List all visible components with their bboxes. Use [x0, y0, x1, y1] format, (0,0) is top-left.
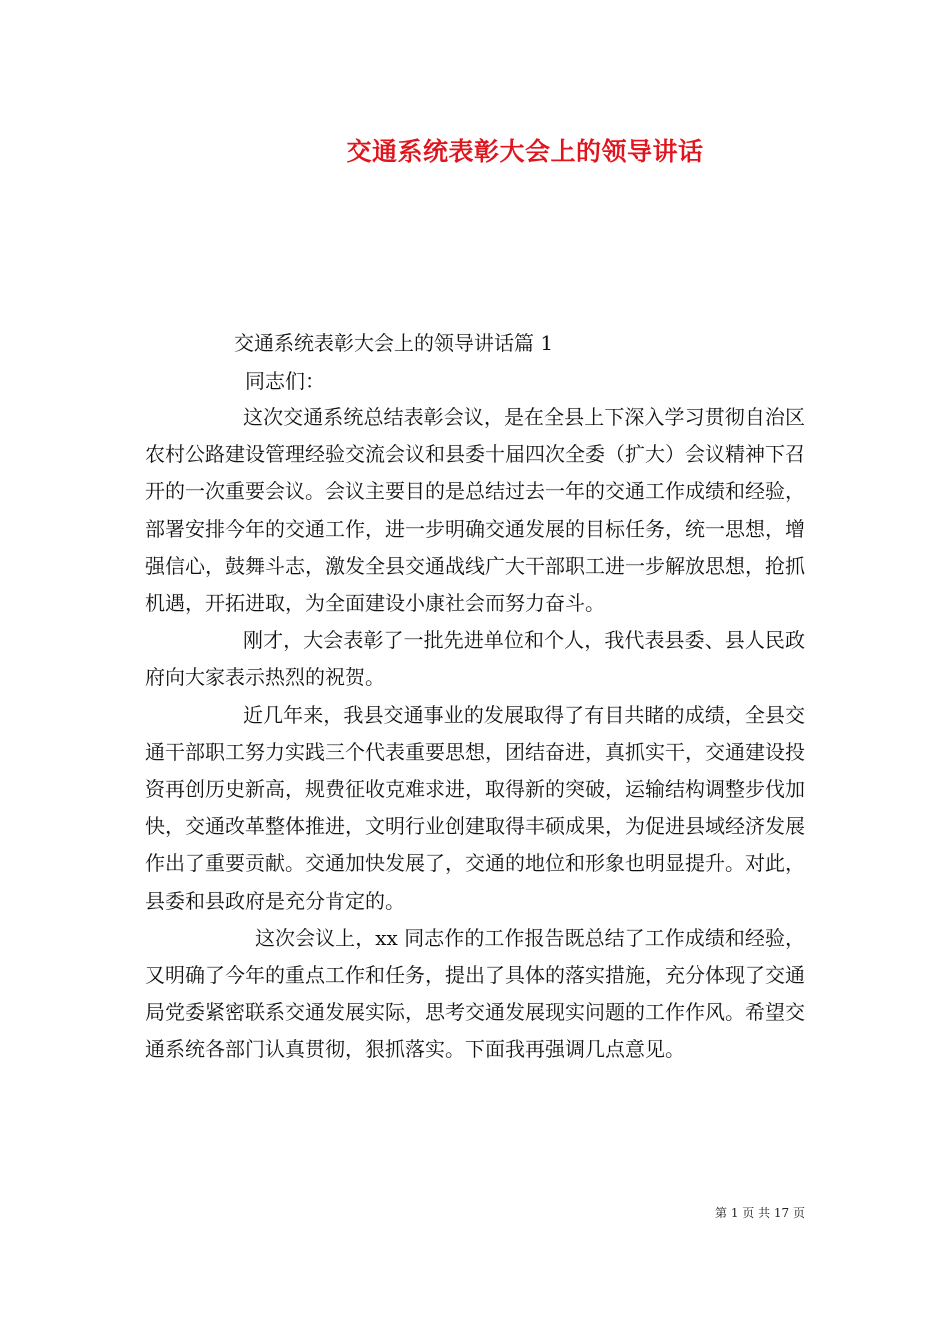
- section-subtitle: 交通系统表彰大会上的领导讲话篇 1: [234, 331, 554, 355]
- paragraph: 刚才，大会表彰了一批先进单位和个人，我代表县委、县人民政府向大家表示热烈的祝贺。: [145, 628, 805, 690]
- paragraph: 近几年来，我县交通事业的发展取得了有目共睹的成绩，全县交通干部职工努力实践三个代表重要思想，团结奋进，真抓实干，交通建设投资再创历史新高，规费征收克难求进，取得新的突破，运输结构调整步伐加快，交通改革整体推进，文明行业创建取得丰硕成果，为促进县域经济发展作出了重要贡献。交通加快发展了，交通的地位和形象也明显提升。对此，县委和县政府是充分肯定的。: [145, 702, 805, 913]
- paragraph: 这次交通系统总结表彰会议，是在全县上下深入学习贯彻自治区农村公路建设管理经验交流会议和县委十届四次全委（扩大）会议精神下召开的一次重要会议。会议主要目的是总结过去一年的交通工作成绩和经验，部署安排今年的交通工作，进一步明确交通发展的目标任务，统一思想，增强信心，鼓舞斗志，激发全县交通战线广大干部职工进一步解放思想，抢抓机遇，开拓进取，为全面建设小康社会而努力奋斗。: [145, 405, 805, 616]
- body-text: [145, 399, 805, 1069]
- page-number-footer: 第 1 页 共 17 页: [715, 1206, 805, 1220]
- paragraph: 这次会议上，xx 同志作的工作报告既总结了工作成绩和经验，又明确了今年的重点工作和任务，提出了具体的落实措施，充分体现了交通局党委紧密联系交通发展实际，思考交通发展现实问题的工作作风。希望交通系统各部门认真贯彻，狠抓落实。下面我再强调几点意见。: [145, 925, 805, 1062]
- salutation: 同志们：: [245, 369, 325, 393]
- document-title: 交通系统表彰大会上的领导讲话: [346, 137, 704, 166]
